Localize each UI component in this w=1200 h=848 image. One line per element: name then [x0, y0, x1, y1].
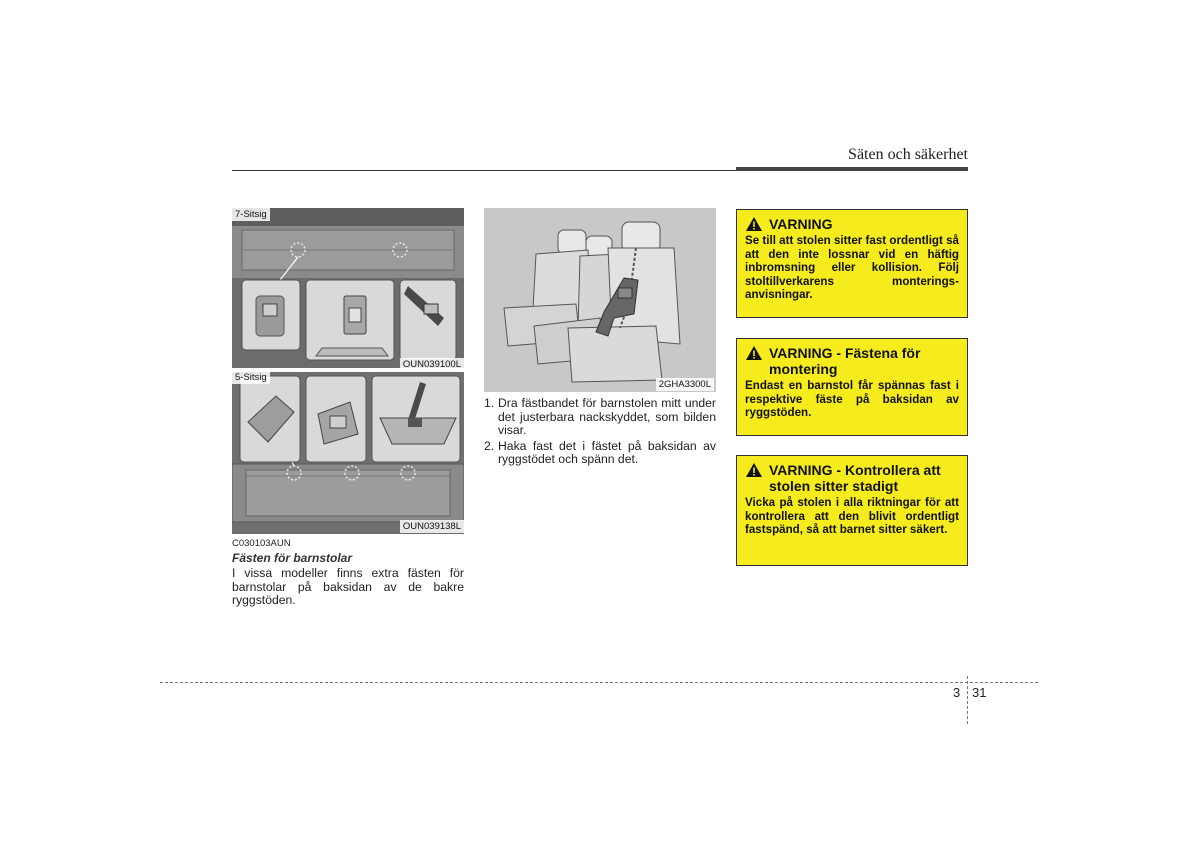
- instruction-steps: [484, 397, 716, 469]
- step-2: 2. Haka fast det i fästet på baksidan av ryggstödet och spänn det.: [484, 438, 716, 467]
- figure-code-seat: 2GHA3300L: [656, 378, 714, 391]
- figure-label-7-seat: 7-Sitsig: [232, 208, 270, 221]
- warning-body-3: Vicka på stolen i alla riktningar för att kontrollera att den blivit ordentligt fastspänd, så att barnet sitter säkert.: [745, 496, 959, 537]
- warning-title-3: VARNING - Kontrollera att stolen sitter stadigt: [769, 462, 941, 494]
- subheading: Fästen för barnstolar: [232, 551, 353, 565]
- warning-box-1: [736, 209, 968, 318]
- figure-code-bottom: OUN039138L: [400, 520, 464, 533]
- warning-triangle-icon: [745, 462, 763, 478]
- anchor-location-figure: [232, 208, 464, 534]
- warning-box-2: [736, 338, 968, 436]
- page-number: 31: [972, 685, 987, 700]
- warning-body-1: Se till att stolen sitter fast ordentligt så att den inte lossnar vid en häftig inbromsning eller kollision. Följ stoltillverkarens monterings-anvisningar.: [745, 234, 959, 302]
- rear-seat-illustration: [484, 208, 716, 392]
- section-code: C030103AUN: [232, 538, 291, 549]
- body-paragraph: I vissa modeller finns extra fästen för barnstolar på baksidan av de bakre ryggstöden.: [232, 566, 464, 608]
- warning-box-3: [736, 455, 968, 566]
- footer-divider: [967, 676, 968, 724]
- rear-seat-figure: [484, 208, 716, 392]
- footer-rule: [160, 682, 1038, 683]
- warning-title-1: VARNING: [769, 216, 833, 232]
- figure-code-top: OUN039100L: [400, 358, 464, 371]
- warning-title-2: VARNING - Fästena för montering: [769, 345, 921, 377]
- section-title: Säten och säkerhet: [848, 146, 968, 163]
- warning-triangle-icon: [745, 216, 763, 232]
- figure-label-5-seat: 5-Sitsig: [232, 371, 270, 384]
- header-accent-bar: [736, 167, 968, 171]
- step-1: 1. Dra fästbandet för barnstolen mitt under det justerbara nackskyddet, som bilden visar.: [484, 396, 716, 438]
- warning-body-2: Endast en barnstol får spännas fast i respektive fäste på baksidan av ryggstöden.: [745, 379, 959, 420]
- warning-triangle-icon: [745, 345, 763, 361]
- chapter-number: 3: [953, 685, 961, 700]
